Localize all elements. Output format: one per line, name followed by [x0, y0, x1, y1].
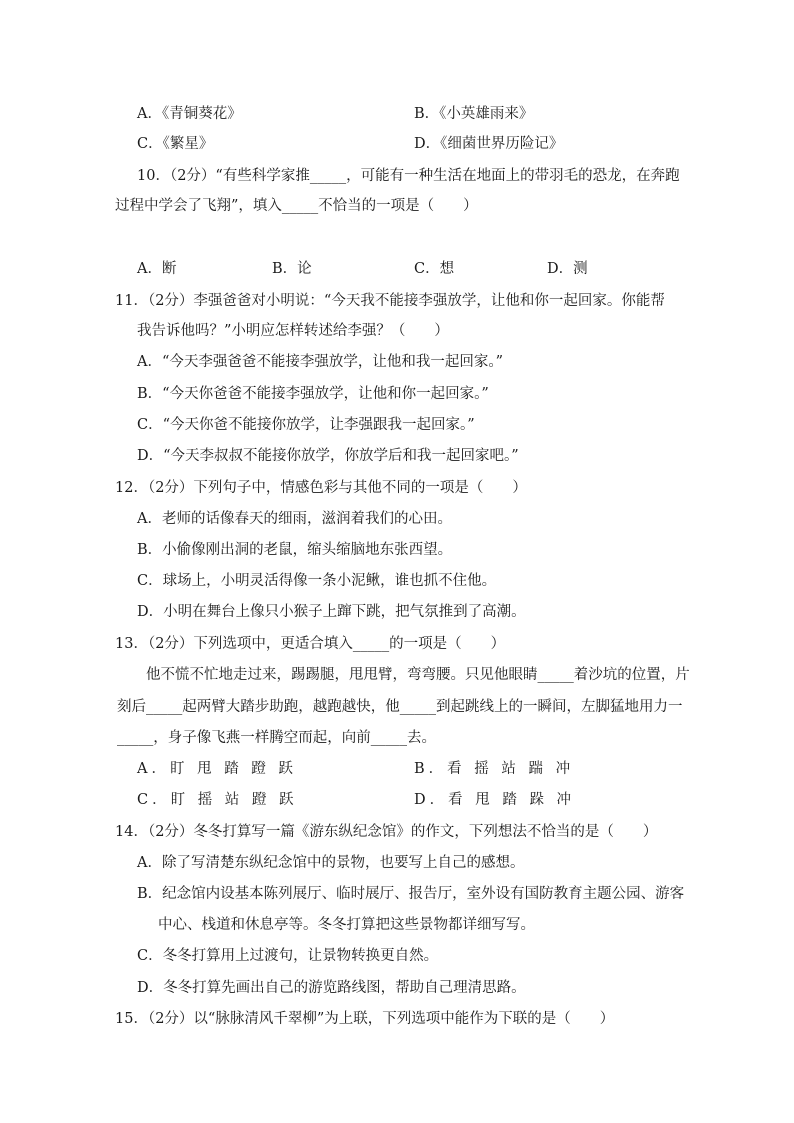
q13-option-d: D．看 甩 踏 跺 冲 [414, 792, 576, 808]
q13-passage-line2: 刻后_____起两臂大踏步助跑，越跑越快，他_____到起跳线上的一瞬间，左脚猛地用力一 [117, 699, 683, 715]
q13-stem: 13．（2分）下列选项中，更适合填入_____的一项是（ ） [115, 636, 506, 652]
q12-option-b: B．小偷像刚出洞的老鼠，缩头缩脑地东张西望。 [137, 542, 453, 558]
q10-option-c: C．想 [414, 261, 455, 277]
q12-option-a: A．老师的话像春天的细雨，滋润着我们的心田。 [137, 511, 452, 527]
q14-option-b-line2: 中心、栈道和休息亭等。冬冬打算把这些景物都详细写写。 [158, 917, 535, 933]
q11-option-c: C．“今天你爸不能接你放学，让李强跟我一起回家。” [137, 417, 475, 433]
q13-option-b: B．看 摇 站 踹 冲 [414, 761, 575, 777]
q14-option-d: D．冬冬打算先画出自己的游览路线图，帮助自己理清思路。 [137, 980, 526, 996]
q11-option-b: B．“今天你爸爸不能接李强放学，让他和你一起回家。” [137, 386, 489, 402]
q9-option-d: D．《细菌世界历险记》 [414, 136, 564, 152]
q11-option-d: D．“今天李叔叔不能接你放学，你放学后和我一起回家吧。” [137, 448, 519, 464]
q9-option-a: A．《青铜葵花》 [137, 106, 242, 122]
q14-option-a: A．除了写清楚东纵纪念馆中的景物，也要写上自己的感想。 [137, 855, 525, 871]
q10-option-a: A．断 [137, 261, 177, 277]
q15-stem: 15．（2分）以“脉脉清风千翠柳”为上联，下列选项中能作为下联的是（ ） [115, 1011, 615, 1027]
q13-option-c: C．盯 摇 站 蹬 跃 [137, 792, 298, 808]
q10-stem-line1: 10．（2分）“有些科学家推_____，可能有一种生活在地面上的带羽毛的恐龙，在奔跑 [137, 168, 680, 184]
q11-option-a: A．“今天李强爸爸不能接李强放学，让他和我一起回家。” [137, 354, 504, 370]
q10-option-d: D．测 [547, 261, 588, 277]
q14-stem: 14．（2分）冬冬打算写一篇《游东纵纪念馆》的作文，下列想法不恰当的是（ ） [115, 824, 658, 840]
q9-option-c: C．《繁星》 [137, 136, 214, 152]
q12-stem: 12．（2分）下列句子中，情感色彩与其他不同的一项是（ ） [115, 480, 527, 496]
q13-option-a: A．盯 甩 踏 蹬 跃 [137, 761, 297, 777]
q14-option-b-line1: B．纪念馆内设基本陈列展厅、临时展厅、报告厅，室外设有国防教育主题公园、游客 [137, 886, 685, 902]
q10-option-b: B．论 [272, 261, 312, 277]
q12-option-d: D．小明在舞台上像只小猴子上蹿下跳，把气氛推到了高潮。 [137, 604, 526, 620]
q13-passage-line3: _____，身子像飞燕一样腾空而起，向前_____去。 [117, 730, 436, 746]
q14-option-c: C．冬冬打算用上过渡句，让景物转换更自然。 [137, 948, 439, 964]
q13-passage-line1: 他不慌不忙地走过来，踢踢腿，甩甩臂，弯弯腰。只见他眼睛_____着沙坑的位置，片 [146, 667, 690, 683]
q12-option-c: C．球场上，小明灵活得像一条小泥鳅，谁也抓不住他。 [137, 573, 497, 589]
q9-option-b: B．《小英雄雨来》 [414, 106, 534, 122]
q11-stem-line2: 我告诉他吗？”小明应怎样转述给李强？（ ） [137, 323, 449, 339]
q10-stem-line2: 过程中学会了飞翔”，填入_____不恰当的一项是（ ） [115, 198, 478, 214]
q11-stem-line1: 11．（2分）李强爸爸对小明说：“今天我不能接李强放学，让他和你一起回家。你能帮 [115, 293, 665, 309]
